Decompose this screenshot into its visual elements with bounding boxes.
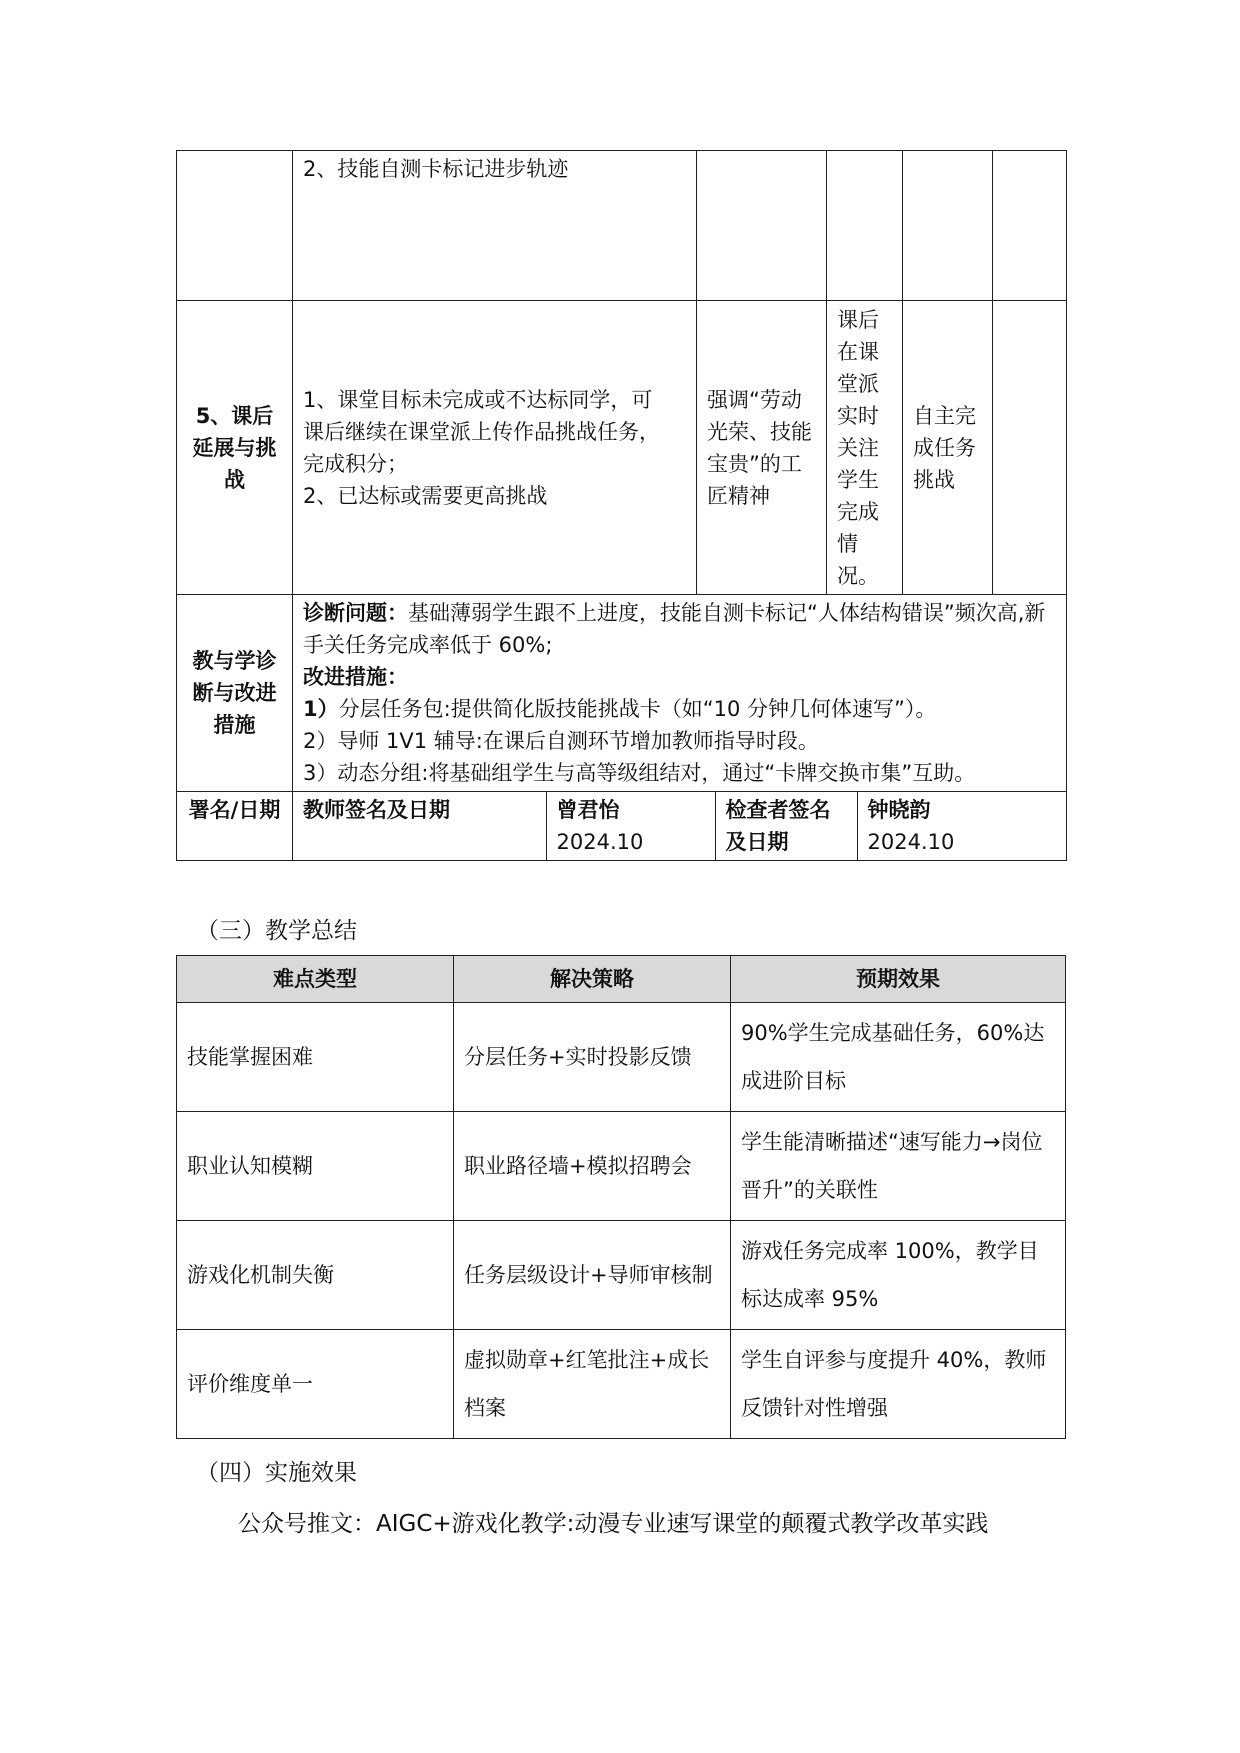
content-line: 课后继续在课堂派上传作品挑战任务， (303, 419, 660, 444)
content-line: 2、已达标或需要更高挑战 (303, 483, 548, 508)
signature-subtable (293, 792, 1066, 860)
content-line: 完成积分； (303, 451, 408, 476)
plan-row-extension (177, 301, 1067, 595)
signature-label: 署名/日期 (177, 792, 293, 861)
strategy-cell: 任务层级设计+导师审核制 (454, 1221, 731, 1330)
effect-cell: 学生自评参与度提升 40%，教师反馈针对性增强 (731, 1330, 1066, 1439)
problem-label: 诊断问题： (303, 601, 408, 625)
section-heading-summary: （三）教学总结 (196, 918, 357, 944)
content-text: 2、技能自测卡标记进步轨迹 (303, 157, 569, 181)
plan-row-diagnosis (177, 595, 1067, 792)
difficulty-cell: 职业认知模糊 (177, 1112, 454, 1221)
difficulty-cell: 技能掌握困难 (177, 1003, 454, 1112)
measure-1: 分层任务包:提供简化版技能挑战卡（如“10 分钟几何体速写”）。 (338, 697, 937, 721)
checker-signature (857, 792, 1066, 860)
table-row (177, 1330, 1066, 1439)
student-activity-cell: 自主完成任务挑战 (903, 301, 993, 595)
plan-row-top (177, 151, 1067, 301)
effect-cell: 学生能清晰描述“速写能力→岗位晋升”的关联性 (731, 1112, 1066, 1221)
difficulty-cell: 评价维度单一 (177, 1330, 454, 1439)
problem-text: 基础薄弱学生跟不上进度，技能自测卡标记“人体结构错误”频次高,新手关任务完成率低于 60%; (303, 601, 1046, 657)
header-effect: 预期效果 (731, 956, 1066, 1003)
table-row (177, 1003, 1066, 1112)
teacher-name: 曾君怡 (556, 798, 620, 822)
difficulty-cell: 游戏化机制失衡 (177, 1221, 454, 1330)
header-difficulty: 难点类型 (177, 956, 454, 1003)
ideology-cell: 强调“劳动光荣、技能宝贵”的工匠精神 (697, 301, 827, 595)
section-heading-effect: （四）实施效果 (196, 1460, 357, 1486)
table-row (177, 1112, 1066, 1221)
teacher-signature-label: 教师签名及日期 (293, 792, 546, 860)
stage-cell-empty (177, 151, 293, 301)
checker-signature-label: 检查者签名及日期 (715, 792, 857, 860)
content-line: 1、课堂目标未完成或不达标同学，可 (303, 387, 653, 412)
teacher-signature (546, 792, 715, 860)
checker-name: 钟晓韵 (867, 798, 931, 822)
diagnosis-label: 教与学诊断与改进措施 (177, 595, 293, 792)
lesson-plan-table (176, 150, 1067, 861)
summary-table (176, 955, 1066, 1439)
article-link-text[interactable]: 公众号推文：AIGC+游戏化教学:动漫专业速写课堂的颠覆式教学改革实践 (238, 1511, 989, 1537)
measures-label: 改进措施： (303, 665, 408, 689)
strategy-cell: 虚拟勋章+红笔批注+成长档案 (454, 1330, 731, 1439)
effect-cell: 游戏任务完成率 100%，教学目标达成率 95% (731, 1221, 1066, 1330)
content-cell (293, 301, 697, 595)
table-row (177, 1221, 1066, 1330)
effect-cell: 90%学生完成基础任务，60%达成进阶目标 (731, 1003, 1066, 1112)
measure-1-num: 1） (303, 697, 339, 721)
strategy-cell: 分层任务+实时投影反馈 (454, 1003, 731, 1112)
diagnosis-content (293, 595, 1067, 792)
teacher-activity-cell: 课后在课堂派实时关注学生完成情况。 (827, 301, 903, 595)
plan-row-signature (177, 792, 1067, 861)
checker-date: 2024.10 (867, 830, 955, 854)
strategy-cell: 职业路径墙+模拟招聘会 (454, 1112, 731, 1221)
summary-header-row (177, 956, 1066, 1003)
measure-3: 3）动态分组:将基础组学生与高等级组结对，通过“卡牌交换市集”互助。 (303, 761, 976, 785)
teacher-date: 2024.10 (556, 830, 644, 854)
content-cell (293, 151, 697, 301)
stage-cell: 5、课后延展与挑战 (177, 301, 293, 595)
header-strategy: 解决策略 (454, 956, 731, 1003)
measure-2: 2）导师 1V1 辅导:在课后自测环节增加教师指导时段。 (303, 729, 819, 753)
